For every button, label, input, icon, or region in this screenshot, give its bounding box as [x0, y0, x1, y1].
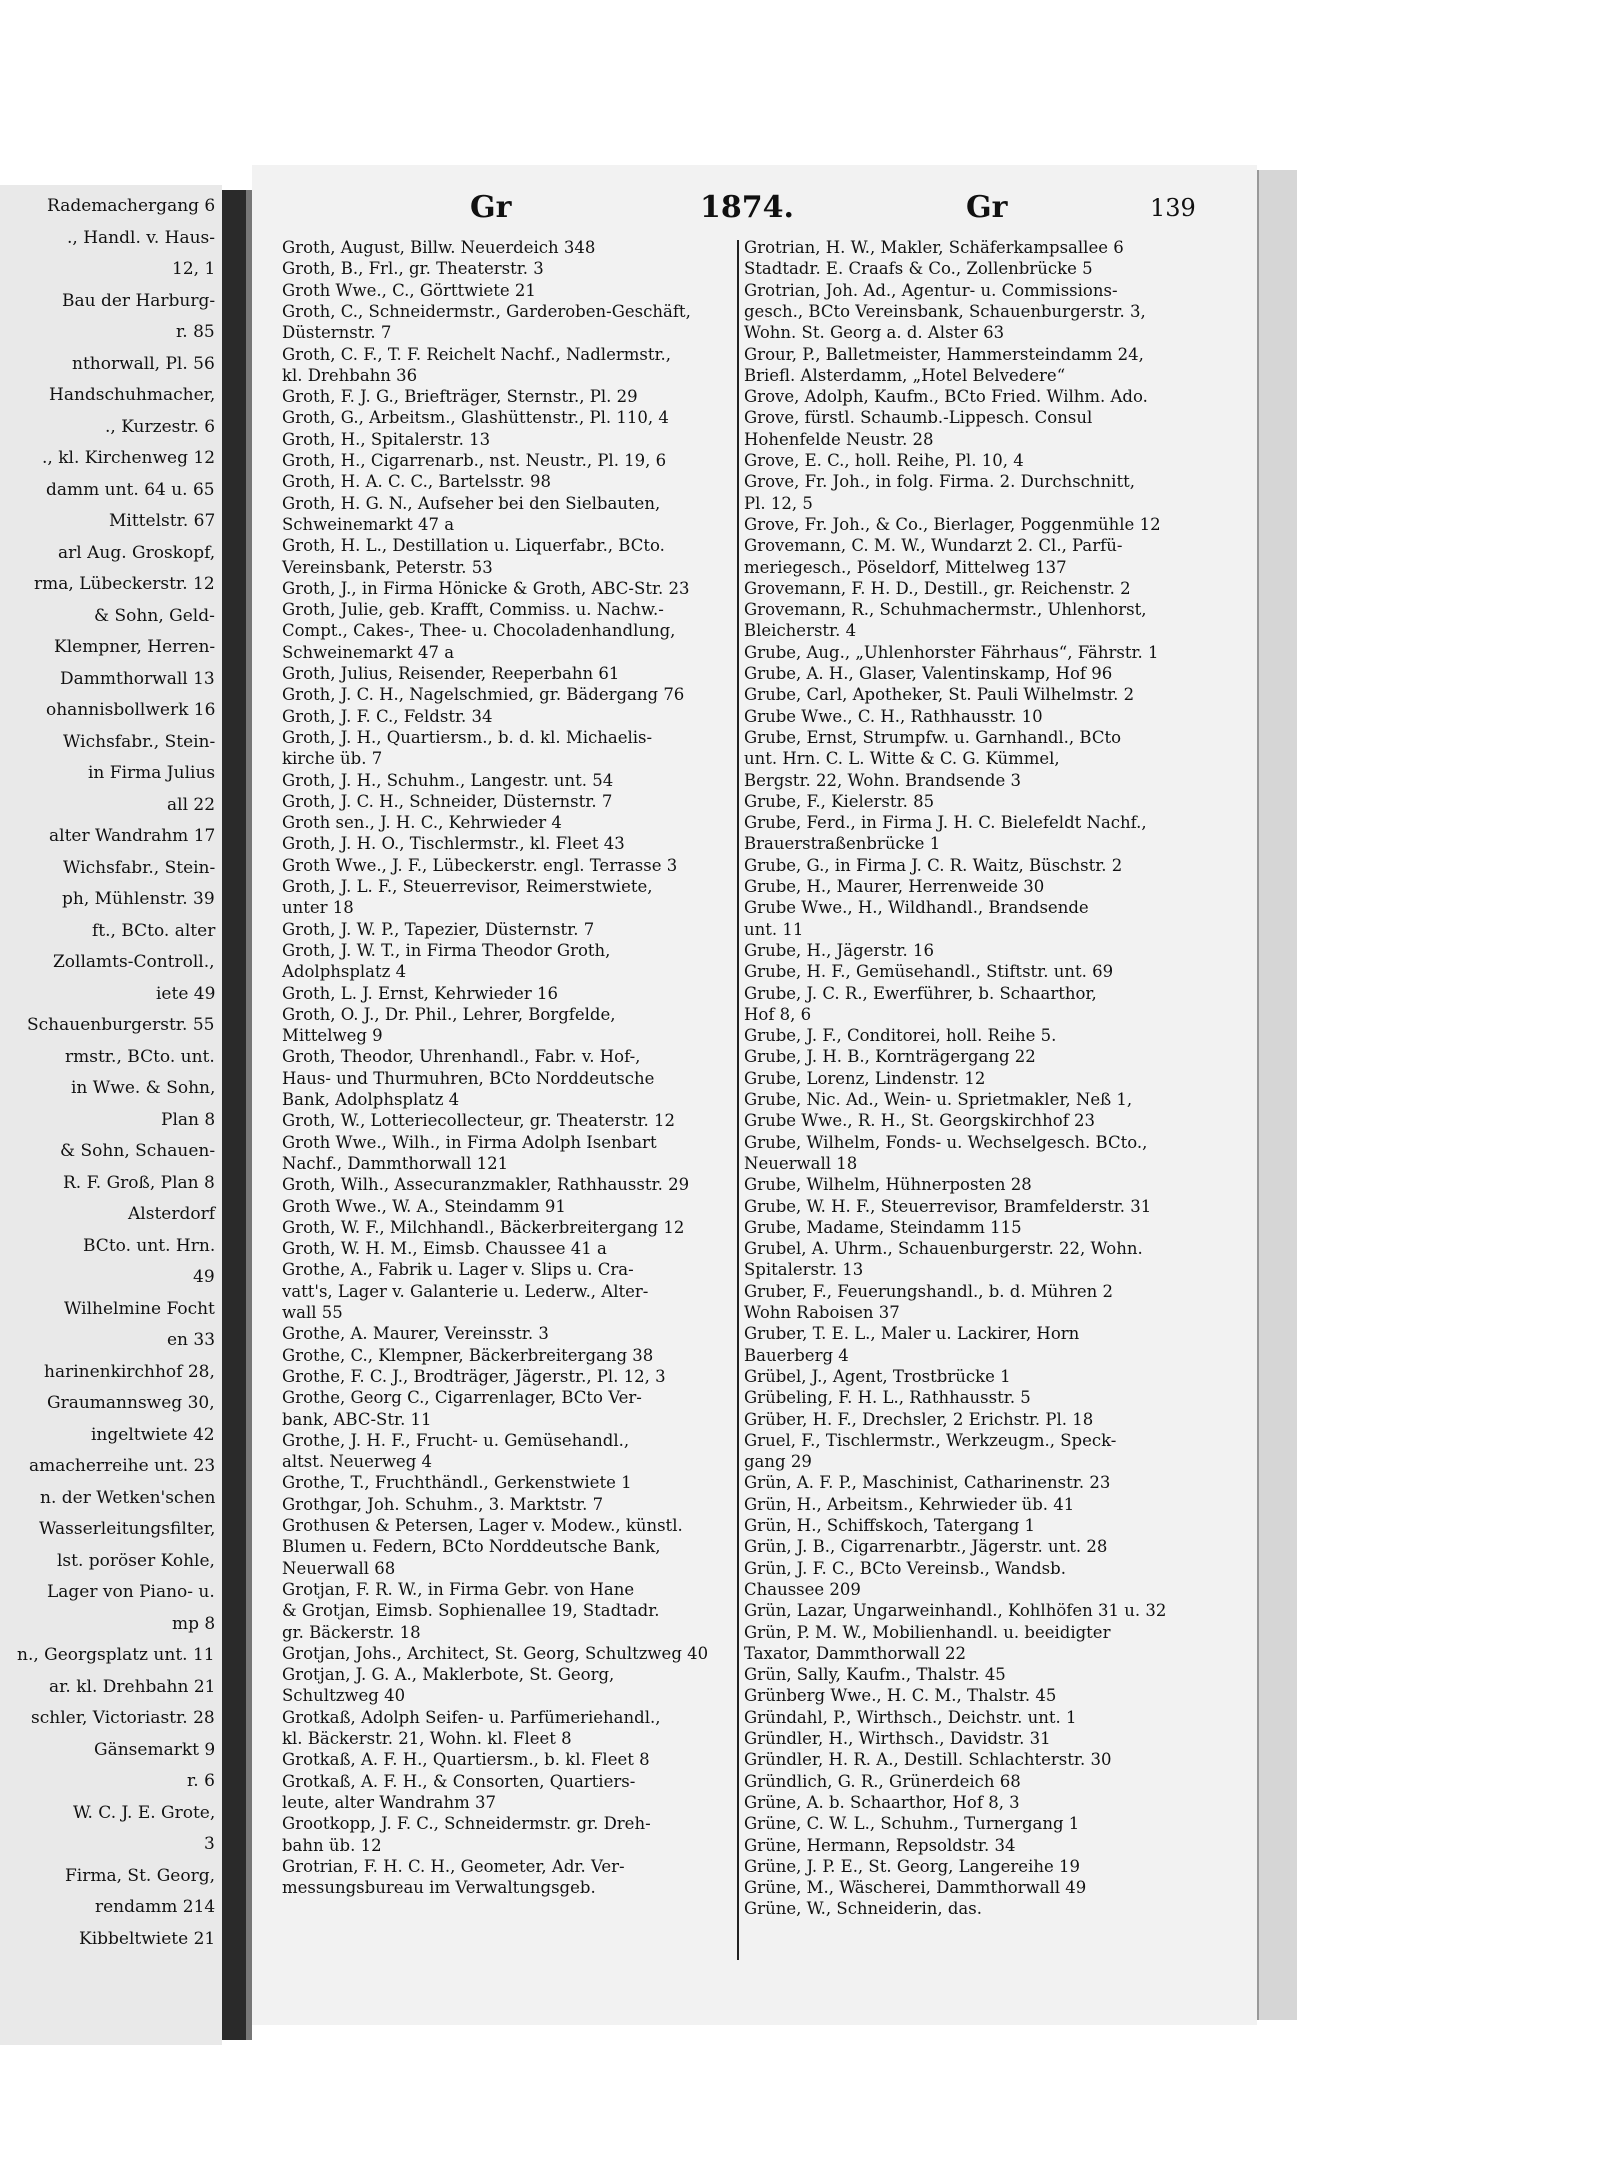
- left-page-line: rma, Lübeckerstr. 12: [34, 574, 215, 594]
- left-page-line: Plan 8: [161, 1109, 216, 1130]
- left-page-line: rendamm 214: [95, 1897, 216, 1917]
- directory-entry: Grove, fürstl. Schaumb.-Lippesch. Consul: [744, 408, 1093, 428]
- directory-entry: Grube, Nic. Ad., Wein- u. Sprietmakler, Neß 1,: [744, 1090, 1133, 1109]
- directory-entry: messungsbureau im Verwaltungsgeb.: [282, 1878, 596, 1898]
- left-page-line: Schauenburgerstr. 55: [27, 1015, 215, 1035]
- left-page-line: Handschuhmacher,: [49, 385, 216, 405]
- directory-entry: Grube Wwe., C. H., Rathhausstr. 10: [744, 706, 1043, 726]
- directory-entry: Bergstr. 22, Wohn. Brandsende 3: [744, 770, 1021, 790]
- left-page-line: rmstr., BCto. unt.: [65, 1046, 215, 1067]
- directory-entry: Groth, J. C. H., Schneider, Düsternstr. 7: [282, 791, 613, 811]
- directory-entry: Blumen u. Federn, BCto Norddeutsche Bank,: [282, 1537, 661, 1557]
- directory-entry: Grüne, M., Wäscherei, Dammthorwall 49: [744, 1878, 1087, 1898]
- directory-entry: Compt., Cakes-, Thee- u. Chocoladenhandlung,: [282, 621, 676, 641]
- directory-entry: Groth, F. J. G., Briefträger, Sternstr., Pl. 29: [282, 387, 638, 407]
- directory-entry: Groth Wwe., W. A., Steindamm 91: [282, 1196, 566, 1216]
- left-page-line: 12, 1: [172, 259, 216, 279]
- directory-entry: Grove, Adolph, Kaufm., BCto Fried. Wilhm. Ado.: [744, 387, 1148, 407]
- left-page-line: lst. poröser Kohle,: [57, 1550, 215, 1571]
- directory-entry: Groth, W., Lotteriecollecteur, gr. Theaterstr. 12: [282, 1111, 676, 1131]
- directory-entry: Grube, G., in Firma J. C. R. Waitz, Büschstr. 2: [744, 855, 1123, 875]
- directory-entry: Grube, Madame, Steindamm 115: [744, 1217, 1022, 1237]
- left-page-line: Wichsfabr., Stein-: [63, 731, 216, 752]
- directory-entry: Groth, B., Frl., gr. Theaterstr. 3: [282, 259, 544, 279]
- left-page-line: Wasserleitungsfilter,: [39, 1519, 216, 1539]
- directory-entry: Groth, J. W. T., in Firma Theodor Groth,: [282, 940, 611, 960]
- directory-entry: Düsternstr. 7: [282, 323, 392, 343]
- directory-entry: Grour, P., Balletmeister, Hammersteindamm 24,: [744, 344, 1144, 364]
- directory-entry: Schweinemarkt 47 a: [282, 514, 455, 534]
- directory-entry: Schultzweg 40: [282, 1686, 406, 1706]
- directory-entry: gang 29: [744, 1452, 812, 1472]
- directory-entry: Mittelweg 9: [282, 1026, 383, 1046]
- left-page-line: Zollamts-Controll.,: [53, 952, 215, 972]
- left-page-line: 3: [204, 1834, 215, 1854]
- left-page-line: ., Handl. v. Haus-: [67, 227, 216, 248]
- left-page-line: in Firma Julius: [88, 763, 216, 783]
- left-page-line: ft., BCto. alter: [92, 920, 216, 941]
- directory-entry: Grube, Ferd., in Firma J. H. C. Bielefeldt Nachf.,: [744, 813, 1147, 833]
- directory-entry: Groth, O. J., Dr. Phil., Lehrer, Borgfelde,: [282, 1004, 616, 1024]
- directory-entry: Spitalerstr. 13: [744, 1260, 864, 1280]
- left-page-line: all 22: [167, 794, 216, 815]
- directory-entry: Neuerwall 18: [744, 1153, 858, 1173]
- directory-entry: Grünberg Wwe., H. C. M., Thalstr. 45: [744, 1686, 1057, 1706]
- directory-entry: Grube, F., Kielerstr. 85: [744, 791, 935, 811]
- directory-entry: Bank, Adolphsplatz 4: [282, 1090, 460, 1109]
- directory-entry: Grovemann, F. H. D., Destill., gr. Reichenstr. 2: [744, 578, 1131, 598]
- directory-entry: Grotkaß, A. F. H., Quartiersm., b. kl. Fleet 8: [282, 1750, 650, 1770]
- directory-entry: gr. Bäckerstr. 18: [282, 1622, 421, 1642]
- directory-entry: Grüne, A. b. Schaarthor, Hof 8, 3: [744, 1792, 1020, 1812]
- left-page-line: alter Wandrahm 17: [49, 826, 216, 846]
- directory-entry: meriegesch., Pöseldorf, Mittelweg 137: [744, 557, 1067, 577]
- directory-entry: Groth, J. F. C., Feldstr. 34: [282, 706, 493, 726]
- directory-entry: Grothe, T., Fruchthändl., Gerkenstwiete 1: [282, 1473, 632, 1493]
- directory-entry: Grüne, C. W. L., Schuhm., Turnergang 1: [744, 1814, 1080, 1834]
- left-page-line: Graumannsweg 30,: [47, 1393, 215, 1413]
- left-page-line: Dammthorwall 13: [60, 668, 215, 689]
- directory-entry: Grovemann, R., Schuhmachermstr., Uhlenhorst,: [744, 600, 1147, 620]
- directory-entry: Groth, J. L. F., Steuerrevisor, Reimerstwiete,: [282, 877, 653, 896]
- left-page-line: Rademachergang 6: [47, 196, 216, 216]
- directory-entry: kl. Bäckerstr. 21, Wohn. kl. Fleet 8: [282, 1729, 572, 1748]
- directory-entry: Grotkaß, A. F. H., & Consorten, Quartiers-: [282, 1771, 636, 1791]
- directory-entry: Grube, J. H. B., Kornträgergang 22: [744, 1047, 1036, 1067]
- directory-entry: Gründlich, G. R., Grünerdeich 68: [744, 1771, 1021, 1791]
- directory-entry: Grootkopp, J. F. C., Schneidermstr. gr. Dreh-: [282, 1814, 651, 1834]
- header-right-tag: Gr: [966, 190, 1008, 225]
- left-page-line: nthorwall, Pl. 56: [72, 353, 215, 374]
- left-page-line: n. der Wetken'schen: [40, 1487, 216, 1508]
- directory-entry: Gruel, F., Tischlermstr., Werkzeugm., Speck-: [744, 1430, 1117, 1450]
- directory-entry: Briefl. Alsterdamm, „Hotel Belvedere“: [744, 365, 1066, 385]
- directory-entry: Grove, E. C., holl. Reihe, Pl. 10, 4: [744, 451, 1024, 470]
- directory-entry: Groth, Theodor, Uhrenhandl., Fabr. v. Hof-,: [282, 1047, 641, 1067]
- directory-entry: Grothe, A. Maurer, Vereinsstr. 3: [282, 1324, 549, 1344]
- left-page-line: ., kl. Kirchenweg 12: [42, 448, 216, 468]
- directory-entry: Groth, J. W. P., Tapezier, Düsternstr. 7: [282, 919, 595, 939]
- directory-entry: Groth Wwe., C., Görttwiete 21: [282, 280, 536, 300]
- directory-entry: Stadtadr. E. Craafs & Co., Zollenbrücke 5: [744, 259, 1093, 279]
- directory-entry: Grube, H., Jägerstr. 16: [744, 940, 934, 960]
- directory-entry: leute, alter Wandrahm 37: [282, 1792, 496, 1812]
- directory-entry: Grube, Aug., „Uhlenhorster Fährhaus“, Fährstr. 1: [744, 642, 1159, 662]
- directory-entry: Bleicherstr. 4: [744, 621, 857, 641]
- directory-entry: Groth, J. H., Quartiersm., b. d. kl. Michaelis-: [282, 727, 653, 747]
- left-page-line: ., Kurzestr. 6: [105, 416, 216, 437]
- left-page-line: Wilhelmine Focht: [64, 1298, 215, 1319]
- directory-entry: kirche üb. 7: [282, 749, 383, 769]
- left-page-line: 49: [193, 1267, 215, 1287]
- left-page-line: ph, Mühlenstr. 39: [62, 889, 215, 909]
- directory-entry: Grün, J. B., Cigarrenarbtr., Jägerstr. unt. 28: [744, 1537, 1108, 1557]
- directory-entry: & Grotjan, Eimsb. Sophienallee 19, Stadtadr.: [282, 1601, 660, 1621]
- left-page-line: Firma, St. Georg,: [65, 1865, 215, 1886]
- directory-entry: Grove, Fr. Joh., & Co., Bierlager, Poggenmühle 12: [744, 514, 1161, 534]
- directory-entry: Grübel, J., Agent, Trostbrücke 1: [744, 1366, 1011, 1386]
- directory-entry: Groth sen., J. H. C., Kehrwieder 4: [282, 813, 562, 833]
- directory-entry: Grube Wwe., R. H., St. Georgskirchhof 23: [744, 1111, 1096, 1131]
- directory-entry: Grothe, F. C. J., Brodträger, Jägerstr., Pl. 12, 3: [282, 1366, 666, 1386]
- directory-entry: Grüber, H. F., Drechsler, 2 Erichstr. Pl. 18: [744, 1409, 1094, 1429]
- directory-entry: Grube, H. F., Gemüsehandl., Stiftstr. unt. 69: [744, 962, 1114, 982]
- directory-entry: Groth, August, Billw. Neuerdeich 348: [282, 238, 596, 257]
- directory-entry: wall 55: [282, 1303, 343, 1322]
- directory-entry: Grube, H., Maurer, Herrenweide 30: [744, 877, 1045, 896]
- left-page-line: arl Aug. Groskopf,: [58, 542, 216, 563]
- header-year: 1874.: [700, 190, 794, 225]
- left-page-line: & Sohn, Schauen-: [60, 1141, 216, 1161]
- left-page-line: r. 85: [176, 322, 215, 342]
- directory-entry: Nachf., Dammthorwall 121: [282, 1153, 509, 1173]
- directory-entry: Haus- und Thurmuhren, BCto Norddeutsche: [282, 1068, 655, 1088]
- directory-entry: Grüne, Hermann, Repsoldstr. 34: [744, 1835, 1016, 1855]
- directory-entry: Wohn Raboisen 37: [744, 1303, 900, 1322]
- directory-entry: Grove, Fr. Joh., in folg. Firma. 2. Durchschnitt,: [744, 472, 1135, 492]
- left-page-line: Mittelstr. 67: [109, 511, 216, 531]
- directory-entry: Grün, J. F. C., BCto Vereinsb., Wandsb.: [744, 1558, 1066, 1578]
- directory-entry: Groth, H. L., Destillation u. Liquerfabr., BCto.: [282, 536, 665, 556]
- directory-entry: bahn üb. 12: [282, 1835, 382, 1855]
- directory-entry: Grothe, A., Fabrik u. Lager v. Slips u. Cra-: [282, 1260, 634, 1280]
- directory-entry: Grotrian, F. H. C. H., Geometer, Adr. Ver-: [282, 1856, 625, 1876]
- directory-entry: Grube, Wilhelm, Hühnerposten 28: [744, 1175, 1032, 1195]
- left-page-fragment: [0, 185, 222, 2045]
- directory-entry: gesch., BCto Vereinsbank, Schauenburgerstr. 3,: [744, 301, 1146, 321]
- directory-entry: Chaussee 209: [744, 1579, 861, 1599]
- directory-entry: Grün, A. F. P., Maschinist, Catharinenstr. 23: [744, 1473, 1111, 1493]
- left-page-line: Bau der Harburg-: [62, 290, 216, 311]
- directory-entry: Groth, Wilh., Assecuranzmakler, Rathhausstr. 29: [282, 1175, 690, 1195]
- directory-entry: kl. Drehbahn 36: [282, 365, 418, 385]
- directory-entry: Neuerwall 68: [282, 1558, 396, 1578]
- directory-entry: Groth, L. J. Ernst, Kehrwieder 16: [282, 983, 558, 1003]
- directory-entry: Grube, J. C. R., Ewerführer, b. Schaarthor,: [744, 983, 1097, 1003]
- left-page-line: mp 8: [172, 1613, 216, 1634]
- left-page-line: ar. kl. Drehbahn 21: [49, 1676, 216, 1697]
- directory-entry: Grothe, C., Klempner, Bäckerbreitergang 38: [282, 1345, 654, 1365]
- page-number: 139: [1150, 194, 1196, 222]
- directory-entry: Grovemann, C. M. W., Wundarzt 2. Cl., Parfü-: [744, 536, 1123, 556]
- left-page-line: Lager von Piano- u.: [47, 1582, 215, 1602]
- left-page-line: iete 49: [156, 983, 216, 1004]
- directory-entry: Grothe, Georg C., Cigarrenlager, BCto Ver-: [282, 1388, 642, 1408]
- directory-entry: Grube, Wilhelm, Fonds- u. Wechselgesch. BCto.,: [744, 1132, 1148, 1152]
- directory-entry: Hof 8, 6: [744, 1004, 812, 1024]
- left-page-line: ingeltwiete 42: [91, 1424, 215, 1445]
- directory-entry: Grothe, J. H. F., Frucht- u. Gemüsehandl.,: [282, 1430, 630, 1450]
- directory-entry: Groth, G., Arbeitsm., Glashüttenstr., Pl. 110, 4: [282, 408, 669, 428]
- directory-entry: Grün, Sally, Kaufm., Thalstr. 45: [744, 1665, 1006, 1685]
- directory-entry: Grotrian, Joh. Ad., Agentur- u. Commissions-: [744, 280, 1118, 300]
- directory-entry: Vereinsbank, Peterstr. 53: [282, 557, 493, 577]
- left-page-line: Gänsemarkt 9: [94, 1739, 216, 1760]
- column-divider: [737, 240, 739, 1960]
- directory-entry: Grube, Lorenz, Lindenstr. 12: [744, 1068, 986, 1088]
- directory-entry: Grube, J. F., Conditorei, holl. Reihe 5.: [744, 1026, 1057, 1046]
- directory-entry: Grotjan, J. G. A., Maklerbote, St. Georg,: [282, 1665, 615, 1685]
- directory-entry: Groth Wwe., J. F., Lübeckerstr. engl. Terrasse 3: [282, 855, 678, 875]
- directory-entry: Groth, C. F., T. F. Reichelt Nachf., Nadlermstr.,: [282, 344, 672, 364]
- directory-entry: Taxator, Dammthorwall 22: [744, 1643, 967, 1663]
- left-page-line: W. C. J. E. Grote,: [73, 1802, 216, 1823]
- directory-entry: Groth, H., Cigarrenarb., nst. Neustr., Pl. 19, 6: [282, 451, 667, 470]
- directory-entry: Grubel, A. Uhrm., Schauenburgerstr. 22, Wohn.: [744, 1239, 1143, 1259]
- directory-entry: Grube, A. H., Glaser, Valentinskamp, Hof 96: [744, 664, 1113, 683]
- directory-entry: Gruber, T. E. L., Maler u. Lackirer, Horn: [744, 1324, 1080, 1344]
- directory-entry: Groth Wwe., Wilh., in Firma Adolph Isenbart: [282, 1132, 657, 1152]
- directory-entry: Hohenfelde Neustr. 28: [744, 429, 934, 449]
- book-gutter: [222, 190, 246, 2040]
- directory-entry: bank, ABC-Str. 11: [282, 1409, 432, 1429]
- directory-entry: Gründler, H., Wirthsch., Davidstr. 31: [744, 1729, 1051, 1748]
- directory-entry: Grube, Ernst, Strumpfw. u. Garnhandl., BCto: [744, 727, 1122, 747]
- left-page-line: amacherreihe unt. 23: [29, 1456, 216, 1476]
- directory-entry: vatt's, Lager v. Galanterie u. Lederw., Alter-: [282, 1281, 649, 1301]
- directory-entry: Grüne, J. P. E., St. Georg, Langereihe 19: [744, 1856, 1080, 1876]
- left-page-line: harinenkirchhof 28,: [44, 1361, 215, 1382]
- left-page-line: r. 6: [187, 1771, 215, 1791]
- directory-entry: Wohn. St. Georg a. d. Alster 63: [744, 323, 1005, 343]
- directory-entry: Pl. 12, 5: [744, 493, 813, 513]
- directory-entry: Grüne, W., Schneiderin, das.: [744, 1899, 982, 1919]
- left-page-line: BCto. unt. Hrn.: [83, 1235, 216, 1256]
- left-page-line: n., Georgsplatz unt. 11: [17, 1645, 215, 1665]
- left-page-line: en 33: [167, 1330, 216, 1350]
- directory-entry: Groth, C., Schneidermstr., Garderoben-Geschäft,: [282, 301, 691, 321]
- directory-entry: Groth, H. A. C. C., Bartelsstr. 98: [282, 472, 551, 492]
- directory-entry: Groth, Julie, geb. Krafft, Commiss. u. Nachw.-: [282, 600, 664, 620]
- directory-entry: Grothgar, Joh. Schuhm., 3. Marktstr. 7: [282, 1494, 604, 1514]
- directory-entry: Grube Wwe., H., Wildhandl., Brandsende: [744, 898, 1089, 918]
- directory-entry: Grotjan, F. R. W., in Firma Gebr. von Hane: [282, 1579, 635, 1599]
- directory-entry: Bauerberg 4: [744, 1345, 849, 1365]
- directory-entry: Grotkaß, Adolph Seifen- u. Parfümeriehandl.,: [282, 1707, 661, 1727]
- directory-entry: Grube, Carl, Apotheker, St. Pauli Wilhelmstr. 2: [744, 685, 1135, 705]
- directory-entry: Schweinemarkt 47 a: [282, 642, 455, 662]
- directory-entry: Groth, J. H., Schuhm., Langestr. unt. 54: [282, 770, 614, 790]
- directory-entry: Grün, H., Arbeitsm., Kehrwieder üb. 41: [744, 1494, 1075, 1514]
- directory-entry: Grothusen & Petersen, Lager v. Modew., künstl.: [282, 1516, 683, 1535]
- left-page-line: in Wwe. & Sohn,: [71, 1078, 216, 1098]
- directory-entry: Brauerstraßenbrücke 1: [744, 834, 941, 854]
- directory-entry: Groth, J. H. O., Tischlermstr., kl. Fleet 43: [282, 834, 625, 854]
- directory-entry: Gruber, F., Feuerungshandl., b. d. Mühren 2: [744, 1281, 1114, 1301]
- left-page-line: Kibbeltwiete 21: [79, 1928, 216, 1949]
- left-page-line: R. F. Groß, Plan 8: [63, 1172, 215, 1193]
- left-page-line: ohannisbollwerk 16: [46, 700, 216, 720]
- directory-entry: Grube, W. H. F., Steuerrevisor, Bramfelderstr. 31: [744, 1196, 1152, 1216]
- directory-entry: Grotrian, H. W., Makler, Schäferkampsallee 6: [744, 238, 1124, 257]
- directory-entry: Gründahl, P., Wirthsch., Deichstr. unt. 1: [744, 1707, 1077, 1727]
- left-page-line: damm unt. 64 u. 65: [46, 479, 215, 500]
- directory-entry: Adolphsplatz 4: [282, 962, 407, 982]
- left-page-line: Wichsfabr., Stein-: [63, 857, 216, 878]
- directory-entry: Groth, W. F., Milchhandl., Bäckerbreitergang 12: [282, 1217, 685, 1237]
- page-edge: [1257, 170, 1297, 2020]
- directory-entry: Grün, H., Schiffskoch, Tatergang 1: [744, 1516, 1036, 1535]
- directory-entry: unter 18: [282, 898, 354, 918]
- directory-entry: Groth, H., Spitalerstr. 13: [282, 429, 491, 449]
- directory-entry: Groth, Julius, Reisender, Reeperbahn 61: [282, 664, 620, 683]
- left-page-line: schler, Victoriastr. 28: [31, 1708, 215, 1728]
- directory-entry: unt. Hrn. C. L. Witte & C. G. Kümmel,: [744, 749, 1060, 769]
- left-page-line: & Sohn, Geld-: [94, 605, 215, 626]
- directory-entry: unt. 11: [744, 919, 804, 939]
- directory-entry: Groth, W. H. M., Eimsb. Chaussee 41 a: [282, 1239, 607, 1259]
- directory-entry: Groth, J. C. H., Nagelschmied, gr. Bädergang 76: [282, 685, 685, 705]
- left-page-line: Klempner, Herren-: [54, 637, 216, 657]
- left-page-line: Alsterdorf: [128, 1204, 215, 1224]
- directory-entry: altst. Neuerweg 4: [282, 1452, 433, 1472]
- directory-entry: Grün, Lazar, Ungarweinhandl., Kohlhöfen 31 u. 32: [744, 1601, 1167, 1621]
- directory-entry: Groth, H. G. N., Aufseher bei den Sielbauten,: [282, 493, 661, 513]
- directory-entry: Gründler, H. R. A., Destill. Schlachterstr. 30: [744, 1750, 1112, 1770]
- directory-entry: Grotjan, Johs., Architect, St. Georg, Schultzweg 40: [282, 1643, 709, 1663]
- directory-entry: Grübeling, F. H. L., Rathhausstr. 5: [744, 1388, 1031, 1408]
- header-left-tag: Gr: [470, 190, 512, 225]
- directory-entry: Grün, P. M. W., Mobilienhandl. u. beeidigter: [744, 1622, 1111, 1642]
- directory-entry: Groth, J., in Firma Hönicke & Groth, ABC-Str. 23: [282, 578, 690, 598]
